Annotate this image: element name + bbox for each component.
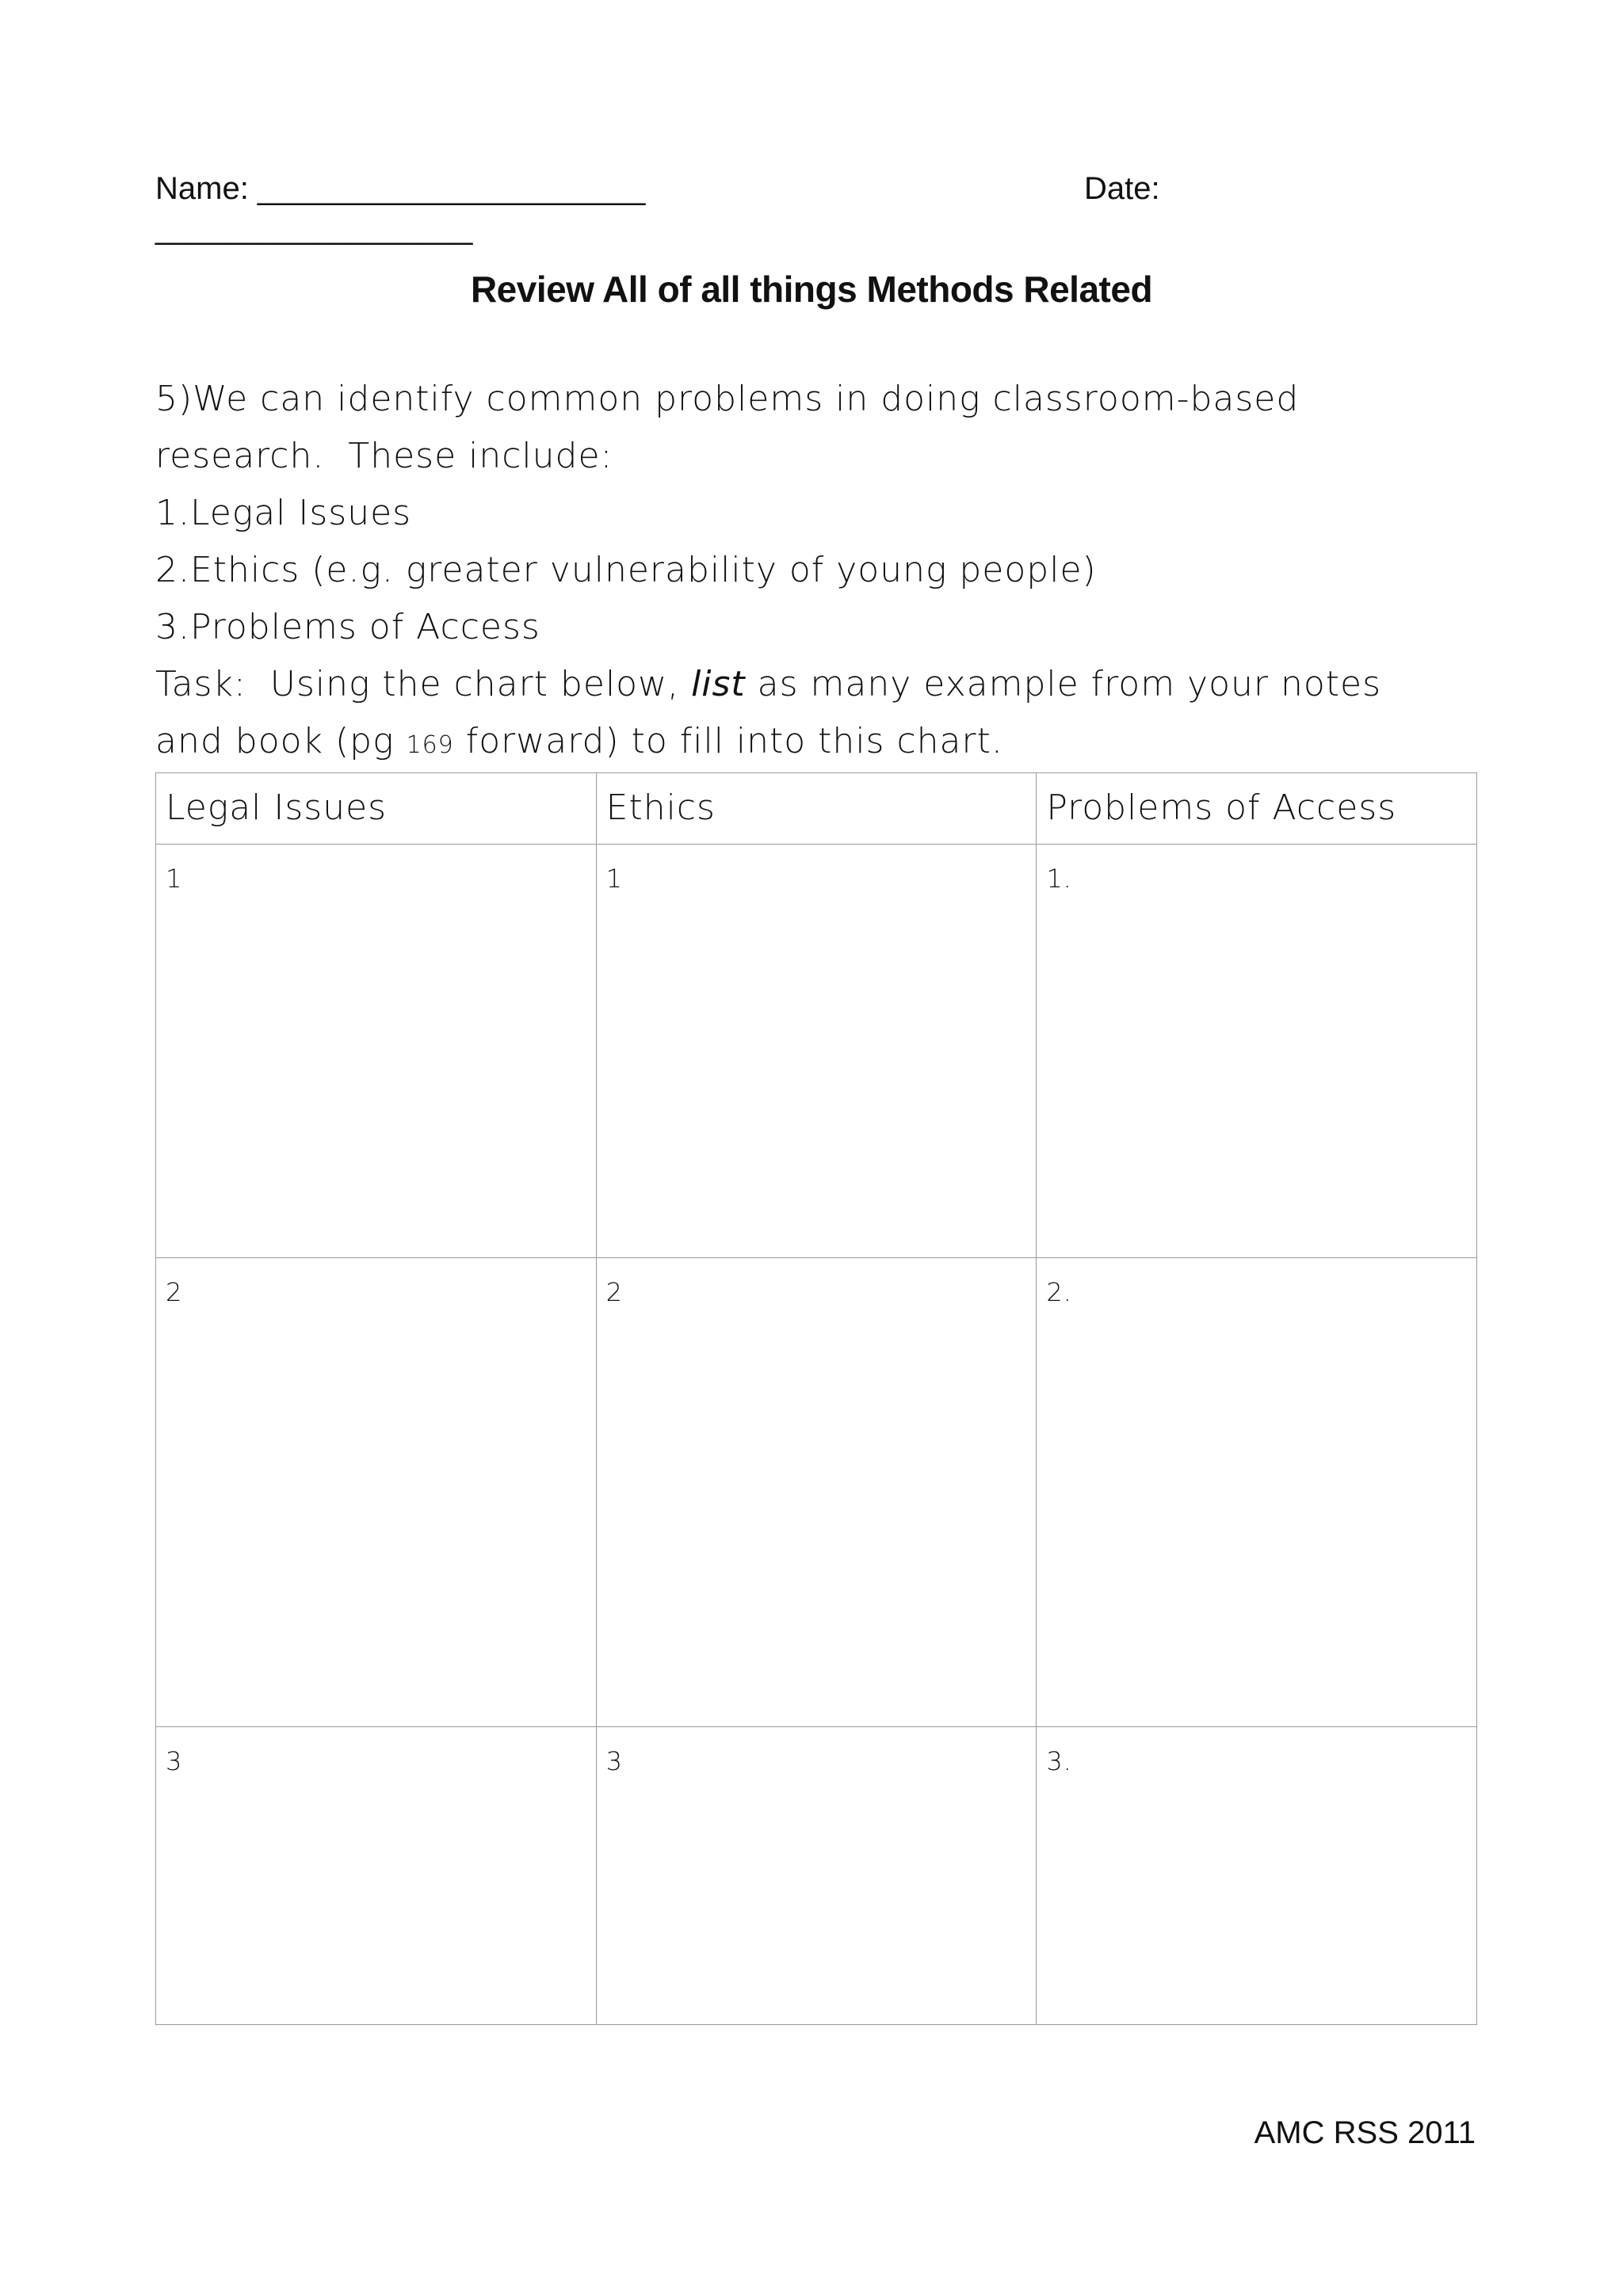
cell-legal-1[interactable]: 1 <box>156 845 597 1258</box>
task-suffix: as many example from your notes <box>745 664 1382 704</box>
cell-legal-3[interactable]: 3 <box>156 1727 597 2025</box>
examples-chart <box>155 772 1477 2025</box>
chart-row <box>156 1727 1477 2025</box>
header-legal-issues: Legal Issues <box>156 773 597 845</box>
cell-ethics-2[interactable]: 2 <box>596 1258 1037 1727</box>
chart-row <box>156 845 1477 1258</box>
page-title: Review All of all things Methods Related <box>470 269 1153 310</box>
task-page-number: 169 <box>406 731 454 759</box>
chart-row <box>156 1258 1477 1727</box>
cell-ethics-1[interactable]: 1 <box>596 845 1037 1258</box>
task-line2-end: forward) to fill into this chart. <box>453 721 1003 761</box>
task-instruction-line-2 <box>155 721 1003 761</box>
cell-legal-2[interactable]: 2 <box>156 1258 597 1727</box>
date-field-label: Date: <box>1084 171 1160 206</box>
header-ethics: Ethics <box>596 773 1037 845</box>
cell-ethics-3[interactable]: 3 <box>596 1727 1037 2025</box>
task-emphasis: list <box>691 664 746 704</box>
cell-access-3[interactable]: 3. <box>1037 1727 1477 2025</box>
task-prefix: Task: Using the chart below, <box>155 664 692 704</box>
issue-item-ethics: 2.Ethics (e.g. greater vulnerability of young people) <box>155 550 1097 590</box>
issue-item-legal: 1.Legal Issues <box>155 493 412 533</box>
cell-access-1[interactable]: 1. <box>1037 845 1477 1258</box>
intro-line-1: 5)We can identify common problems in doing classroom-based <box>155 379 1300 419</box>
date-field-line: __________________ <box>155 211 473 246</box>
chart-header-row <box>156 773 1477 845</box>
task-line2-start: and book (pg <box>155 721 407 761</box>
cell-access-2[interactable]: 2. <box>1037 1258 1477 1727</box>
footer-credit: AMC RSS 2011 <box>1254 2115 1476 2150</box>
issue-item-access: 3.Problems of Access <box>155 607 540 647</box>
intro-line-2: research. These include: <box>155 436 613 476</box>
task-instruction-line-1 <box>155 664 1381 704</box>
name-field-label: Name: ______________________ <box>155 171 646 206</box>
header-problems-of-access: Problems of Access <box>1037 773 1477 845</box>
